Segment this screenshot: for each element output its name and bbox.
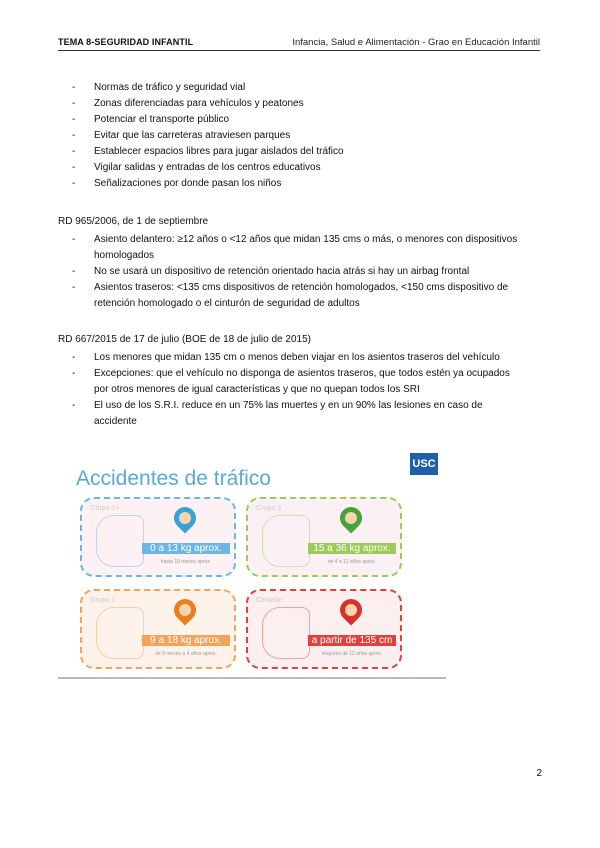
child-pin-icon — [169, 502, 200, 533]
age-label: de 9 meses a 4 años aprox. — [155, 651, 217, 657]
weight-label: 0 a 13 kg aprox. — [142, 543, 230, 554]
page-header — [58, 36, 540, 51]
seatbelt-seat-icon — [262, 607, 310, 659]
booster-seat-icon — [262, 515, 310, 567]
list-item: - Excepciones: que el vehículo no disponga de asientos traseros, que todos estén ya ocupados por otros menores de igual características y que no quepan todos los SRI — [72, 366, 522, 398]
car-seat-card — [80, 589, 236, 669]
list-item: - Normas de tráfico y seguridad vial — [72, 80, 344, 96]
list-item: - Potenciar el transporte público — [72, 112, 344, 128]
list-item: - Asiento delantero: ≥12 años o <12 años que midan 135 cms o más, o menores con dispositivos homologados — [72, 232, 522, 264]
page-number: 2 — [536, 768, 542, 779]
age-label: de 4 a 12 años aprox. — [327, 559, 377, 565]
group-tag: Grupo 1 — [90, 597, 116, 604]
weight-label: a partir de 135 cm — [308, 635, 396, 646]
child-pin-icon — [335, 594, 366, 625]
rd965-list — [72, 232, 522, 312]
road-safety-list — [72, 80, 344, 192]
group-tag: Grupo 2 — [256, 505, 282, 512]
car-seat-card — [246, 497, 402, 577]
rd667-list — [72, 350, 522, 430]
age-label: hasta 18 meses aprox. — [160, 559, 212, 565]
list-item: - Asientos traseros: <135 cms dispositivos de retención homologados, <150 cms dispositivo de retención homologado o el cinturón de seguridad de adultos — [72, 280, 522, 312]
child-pin-icon — [169, 594, 200, 625]
list-item: - No se usará un dispositivo de retención orientado hacia atrás si hay un airbag frontal — [72, 264, 522, 280]
child-pin-icon — [335, 502, 366, 533]
child-seat-icon — [96, 607, 144, 659]
figure-title: Accidentes de tráfico — [76, 467, 271, 490]
list-item: - Establecer espacios libres para jugar aislados del tráfico — [72, 144, 344, 160]
age-label: mayores de 12 años aprox. — [321, 651, 383, 657]
group-tag: Grupo 0+ — [90, 505, 120, 512]
baby-seat-icon — [96, 515, 144, 567]
rd667-heading: RD 667/2015 de 17 de julio (BOE de 18 de julio de 2015) — [58, 334, 311, 345]
list-item: - Señalizaciones por donde pasan los niños — [72, 176, 344, 192]
list-item: - Vigilar salidas y entradas de los centros educativos — [72, 160, 344, 176]
list-item: - Los menores que midan 135 cm o menos deben viajar en los asientos traseros del vehículo — [72, 350, 522, 366]
list-item: - Evitar que las carreteras atraviesen parques — [72, 128, 344, 144]
car-seat-card — [80, 497, 236, 577]
header-course: Infancia, Salud e Alimentación - Grao en Educación Infantil — [292, 37, 540, 48]
weight-label: 9 a 18 kg aprox. — [142, 635, 230, 646]
list-item: - El uso de los S.R.I. reduce en un 75% las muertes y en un 90% las lesiones en caso de accidente — [72, 398, 522, 430]
weight-label: 15 a 36 kg aprox. — [308, 543, 396, 554]
usc-logo: USC — [410, 453, 438, 475]
traffic-accidents-figure — [58, 445, 446, 679]
rd965-heading: RD 965/2006, de 1 de septiembre — [58, 216, 209, 227]
list-item: - Zonas diferenciadas para vehículos y peatones — [72, 96, 344, 112]
header-topic: TEMA 8-SEGURIDAD INFANTIL — [58, 37, 194, 47]
car-seat-card — [246, 589, 402, 669]
group-tag: Cinturón — [256, 597, 283, 604]
